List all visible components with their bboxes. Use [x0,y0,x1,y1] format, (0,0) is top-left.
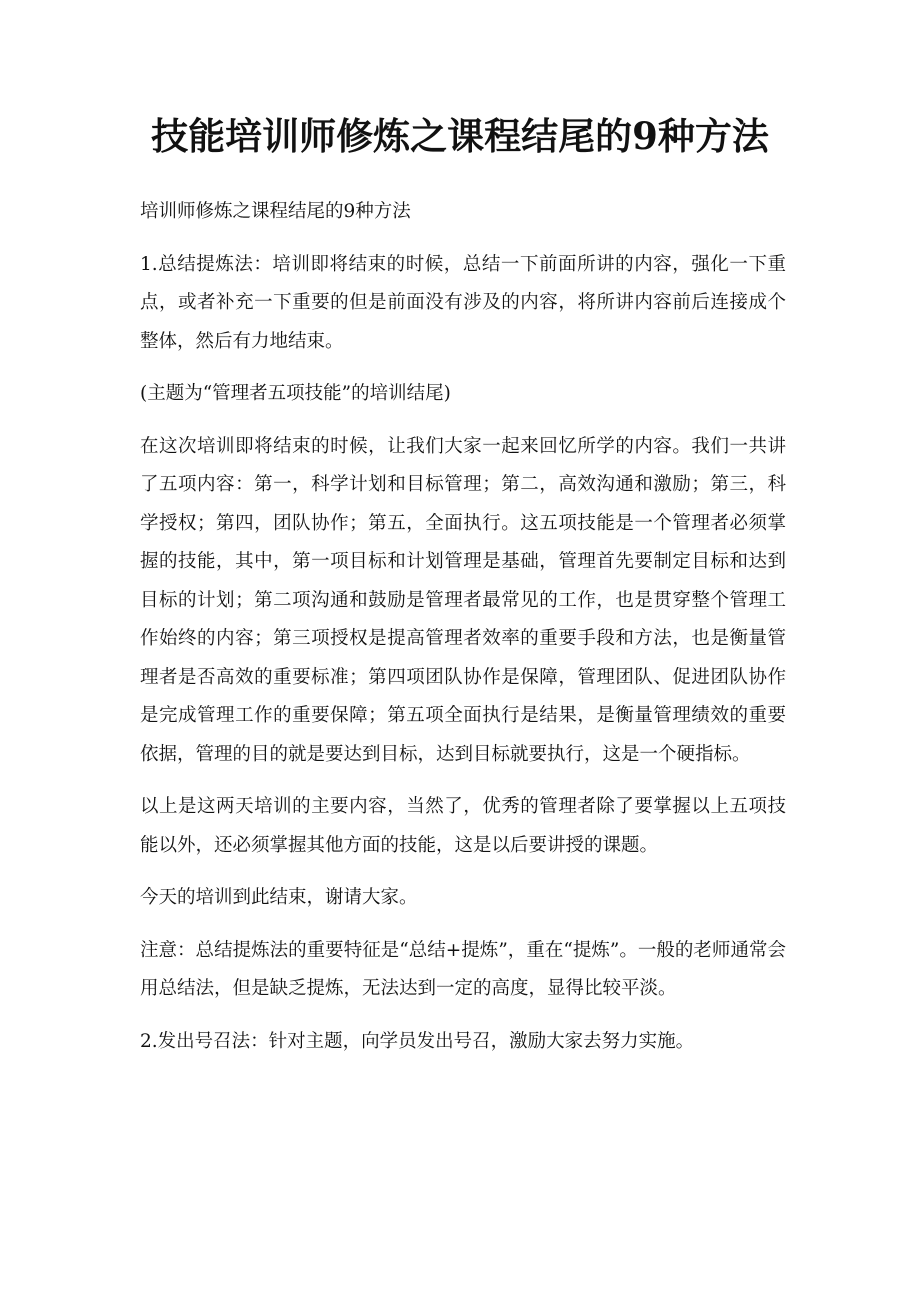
note-paragraph: 注意：总结提炼法的重要特征是“总结+提炼”，重在“提炼”。一般的老师通常会用总结法，但是缺乏提炼，无法达到一定的高度，显得比较平淡。 [140,939,786,999]
example-closing-paragraph: 今天的培训到此结束，谢请大家。 [140,887,418,908]
subtitle-paragraph: 培训师修炼之课程结尾的9种方法 [140,201,411,222]
method-2-paragraph: 2.发出号召法：针对主题，向学员发出号召，激励大家去努力实施。 [140,1030,695,1052]
example-summary-paragraph: 以上是这两天培训的主要内容，当然了，优秀的管理者除了要掌握以上五项技能以外，还必须掌握其他方面的技能，这是以后要讲授的课题。 [140,796,786,856]
example-topic-paragraph: (主题为“管理者五项技能”的培训结尾) [140,383,451,404]
method-1-paragraph: 1.总结提炼法：培训即将结束的时候，总结一下前面所讲的内容，强化一下重点，或者补充一下重要的但是前面没有涉及的内容，将所讲内容前后连接成个整体，然后有力地结束。 [140,253,786,352]
document-body [140,193,786,1075]
document-title: 技能培训师修炼之课程结尾的9种方法 [151,114,769,158]
example-body-paragraph: 在这次培训即将结束的时候，让我们大家一起来回忆所学的内容。我们一共讲了五项内容：第一，科学计划和目标管理；第二，高效沟通和激励；第三，科学授权；第四，团队协作；第五，全面执行。这五项技能是一个管理者必须掌握的技能，其中，第一项目标和计划管理是基础，管理首先要制定目标和达到目标的计划；第二项沟通和鼓励是管理者最常见的工作，也是贯穿整个管理工作始终的内容；第三项授权是提高管理者效率的重要手段和方法，也是衡量管理者是否高效的重要标准；第四项团队协作是保障，管理团队、促进团队协作是完成管理工作的重要保障；第五项全面执行是结果，是衡量管理绩效的重要依据，管理的目的就是要达到目标，达到目标就要执行，这是一个硬指标。 [140,435,786,765]
